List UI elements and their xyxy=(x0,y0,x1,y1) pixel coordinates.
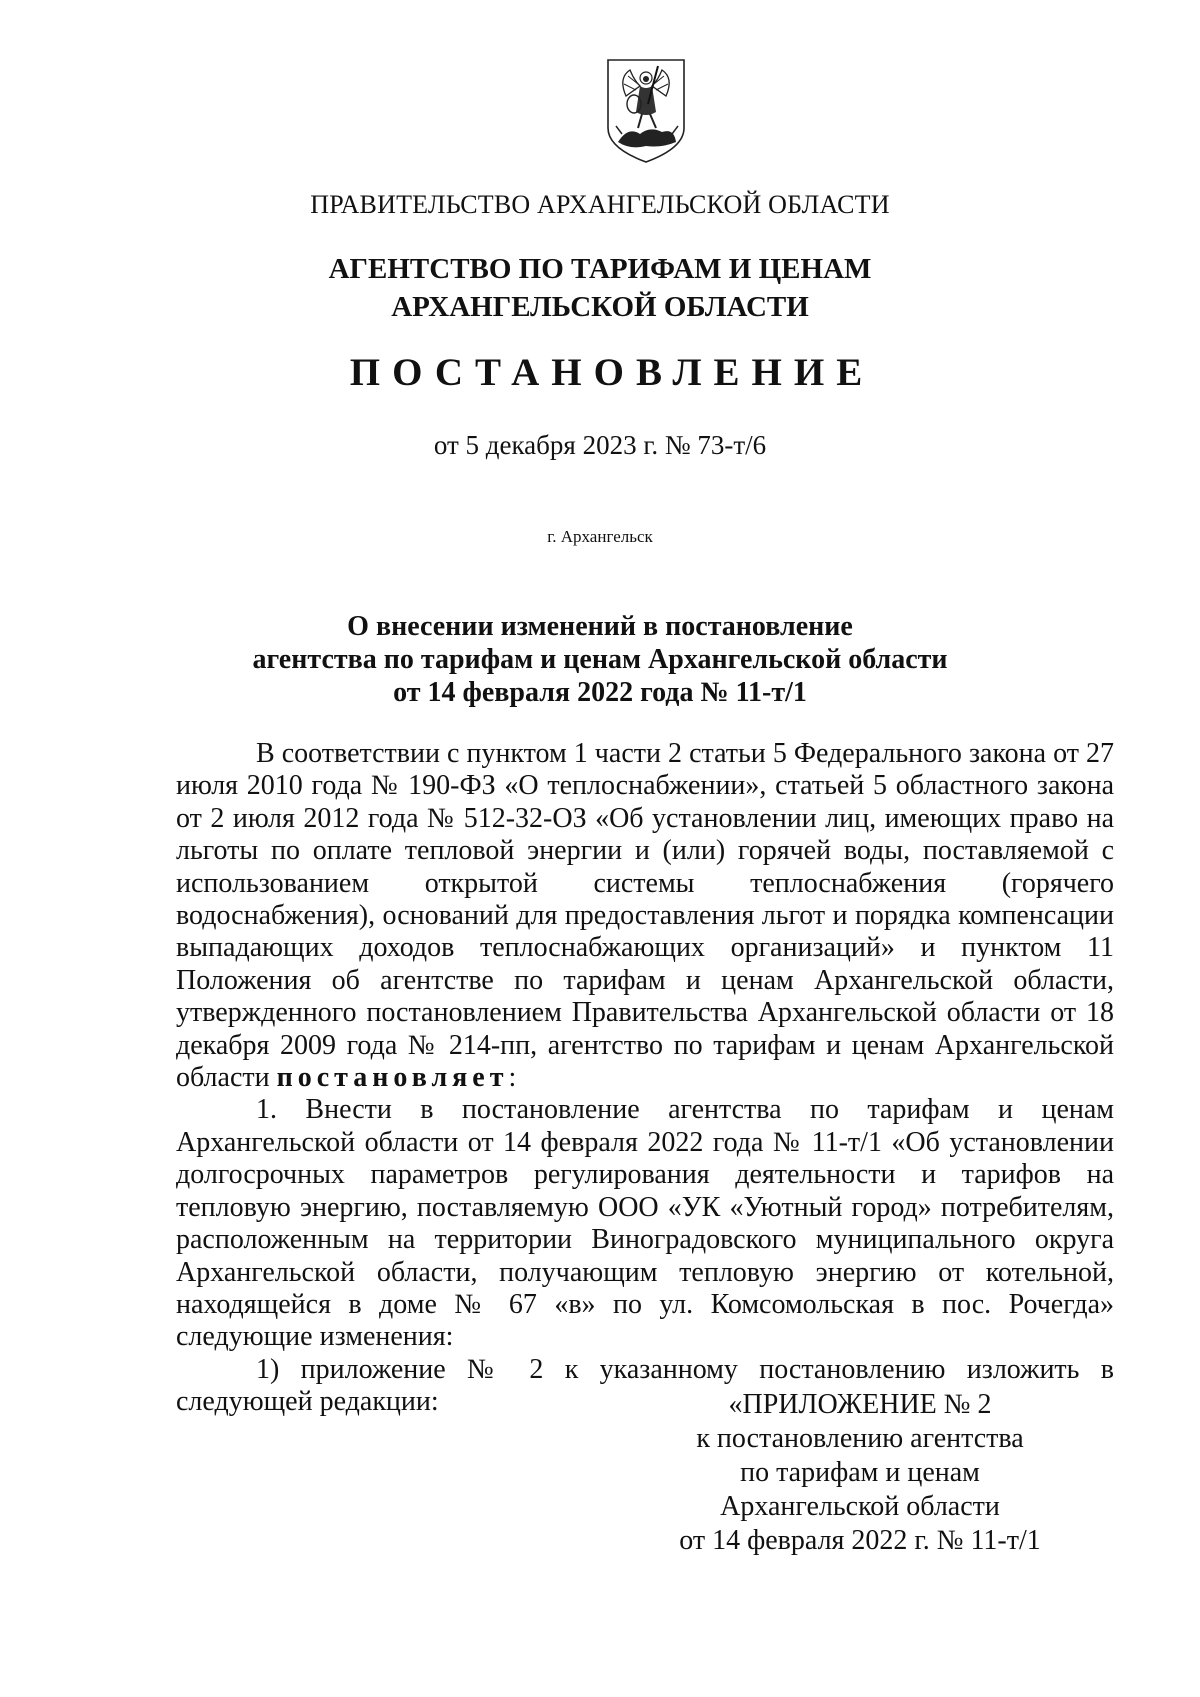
subject-line2: агентства по тарифам и ценам Архангельской области xyxy=(252,644,948,675)
resolves-colon: : xyxy=(508,1062,517,1094)
agency-heading-line2: АРХАНГЕЛЬСКОЙ ОБЛАСТИ xyxy=(391,291,809,323)
subject-line3: от 14 февраля 2022 года № 11-т/1 xyxy=(393,677,807,708)
preamble-text: В соответствии с пунктом 1 части 2 статьи 5 Федерального закона от 27 июля 2010 года № 190-ФЗ «О теплоснабжении», статьей 5 областного закона от 2 июля 2012 года № 512-32-ОЗ «Об установлении лиц, имеющих право на льготы по оплате тепловой энергии и (или) горячей воды, поставляемой с использованием открытой системы теплоснабжения (горячего водоснабжения), оснований для предоставления льгот и порядка компенсации выпадающих доходов теплоснабжающих организаций» и пунктом 11 Положения об агентстве по тарифам и ценам Архангельской области, утвержденного постановлением Правительства Архангельской области от 18 декабря 2009 года № 214-пп, агентство по тарифам и ценам Архангельской области xyxy=(176,738,1114,1094)
appendix-line3: по тарифам и ценам xyxy=(740,1457,980,1488)
subject-line1: О внесении изменений в постановление xyxy=(347,611,853,642)
agency-heading xyxy=(0,250,1200,326)
document-city: г. Архангельск xyxy=(547,527,653,546)
appendix-line2: к постановлению агентства xyxy=(696,1423,1024,1454)
item-1-paragraph: 1. Внести в постановление агентства по тарифам и ценам Архангельской области от 14 февраля 2022 года № 11-т/1 «Об установлении долгосрочных параметров регулирования деятельности и тарифов на тепловую энергию, поставляемую ООО «УК «Уютный город» потребителям, расположенным на территории Виноградовского муниципального округа Архангельской области, получающим тепловую энергию от котельной, находящейся в доме № 67 «в» по ул. Комсомольская в пос. Рочегда» следующие изменения: xyxy=(176,1094,1114,1353)
document-body xyxy=(176,738,1114,1419)
item-1-1-paragraph: 1) приложение № 2 к указанному постановлению изложить в следующей редакции: xyxy=(176,1353,1114,1418)
preamble-paragraph xyxy=(176,738,1114,1094)
coat-of-arms-icon xyxy=(604,56,688,164)
appendix-line1: «ПРИЛОЖЕНИЕ № 2 xyxy=(728,1389,992,1420)
appendix-line4: Архангельской области xyxy=(720,1491,1000,1522)
document-date-number: от 5 декабря 2023 г. № 73-т/6 xyxy=(433,430,767,460)
agency-heading-line1: АГЕНТСТВО ПО ТАРИФАМ И ЦЕНАМ xyxy=(328,253,872,285)
government-heading: ПРАВИТЕЛЬСТВО АРХАНГЕЛЬСКОЙ ОБЛАСТИ xyxy=(310,190,890,219)
document-subject xyxy=(0,610,1200,709)
resolves-word: постановляет xyxy=(276,1062,509,1094)
document-type: ПОСТАНОВЛЕНИЕ xyxy=(349,351,875,394)
appendix-line5: от 14 февраля 2022 г. № 11-т/1 xyxy=(679,1525,1041,1556)
appendix-header xyxy=(660,1388,1060,1558)
